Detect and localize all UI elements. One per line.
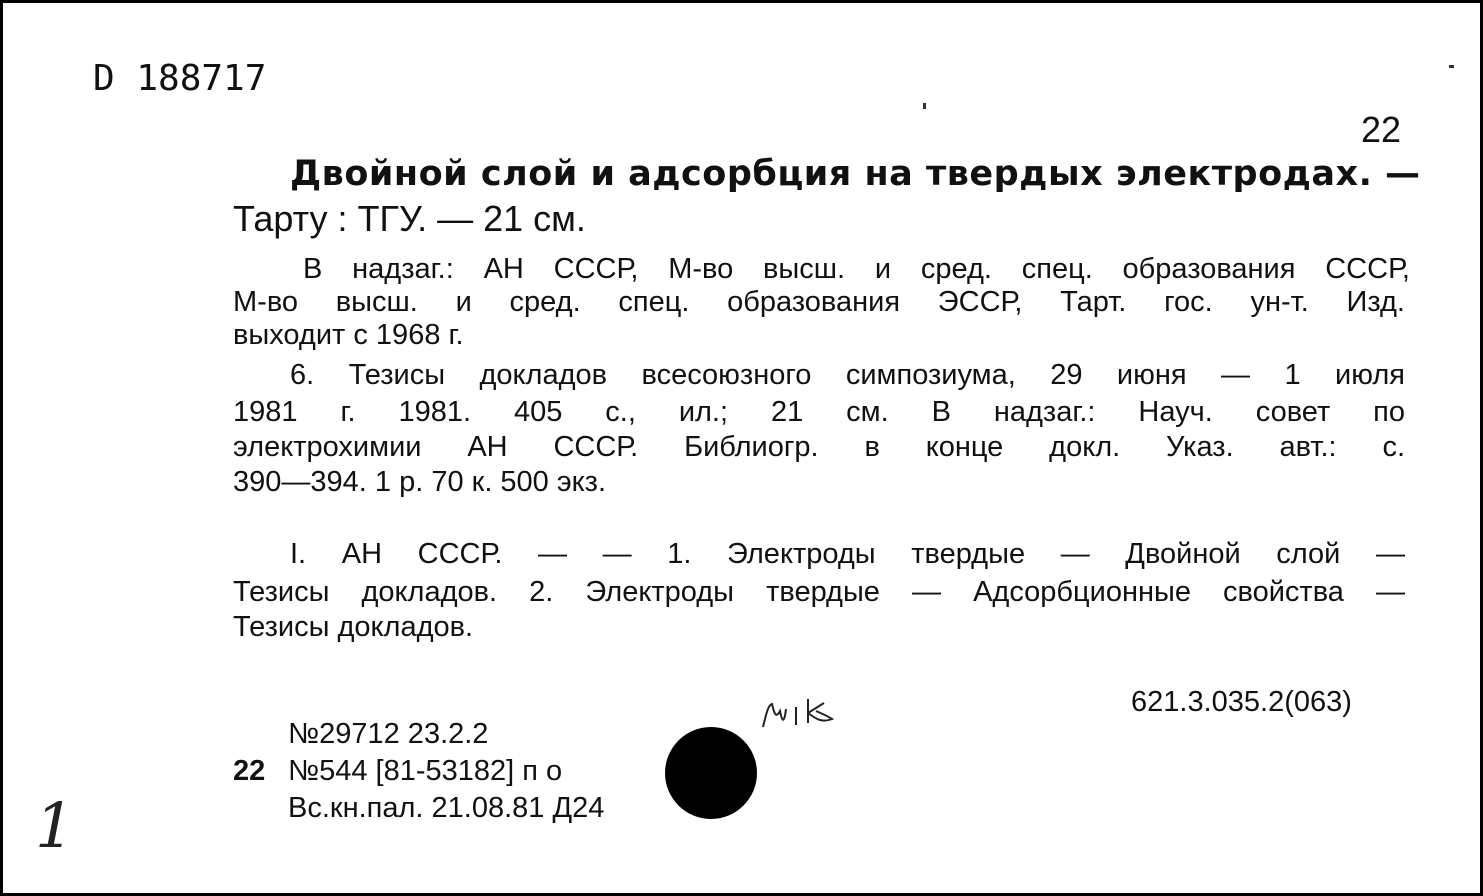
issue-line-1: 6. Тезисы докладов всесоюзного симпозиума, 29 июня — 1 июля [290, 359, 1405, 391]
handwritten-mark [760, 695, 850, 735]
issue-line-3: электрохимии АН СССР. Библиогр. в конце докл. Указ. авт.: с. [233, 431, 1405, 463]
handwritten-numeral [27, 787, 77, 862]
note-line-1: В надзаг.: АН СССР, М-во высш. и сред. спец. образования СССР, [303, 253, 1410, 285]
issue-line-4: 390—394. 1 р. 70 к. 500 экз. [233, 466, 607, 498]
catalog-id: D 188717 [93, 58, 267, 99]
note-line-2: М-во высш. и сред. спец. образования ЭССР, Тарт. гос. ун-т. Изд. [233, 286, 1405, 318]
footer-line-3: Вс.кн.пал. 21.08.81 Д24 [288, 792, 605, 824]
book-title: Двойной слой и адсорбция на твердых электродах. — [290, 154, 1421, 194]
issue-line-2: 1981 г. 1981. 405 с., ил.; 21 см. В надзаг.: Науч. совет по [233, 396, 1405, 428]
udc-code: 621.3.035.2(063) [1131, 686, 1352, 718]
imprint: Тарту : ТГУ. — 21 см. [233, 198, 586, 239]
footer-prefix: 22 [233, 755, 266, 787]
note-line-3: выходит с 1968 г. [233, 319, 464, 351]
margin-dot [1449, 65, 1454, 68]
subject-line-2: Тезисы докладов. 2. Электроды твердые — Адсорбционные свойства — [233, 576, 1405, 608]
margin-dot [923, 103, 926, 109]
svg-text:1: 1 [35, 789, 75, 862]
subject-line-1: I. АН СССР. — — 1. Электроды твердые — Двойной слой — [290, 538, 1405, 570]
section-number: 22 [1361, 109, 1402, 150]
subject-line-3: Тезисы докладов. [233, 611, 474, 643]
ink-blot [665, 727, 757, 819]
footer-line-2: №544 [81-53182] п о [288, 755, 563, 787]
footer-line-1: №29712 23.2.2 [288, 718, 489, 750]
